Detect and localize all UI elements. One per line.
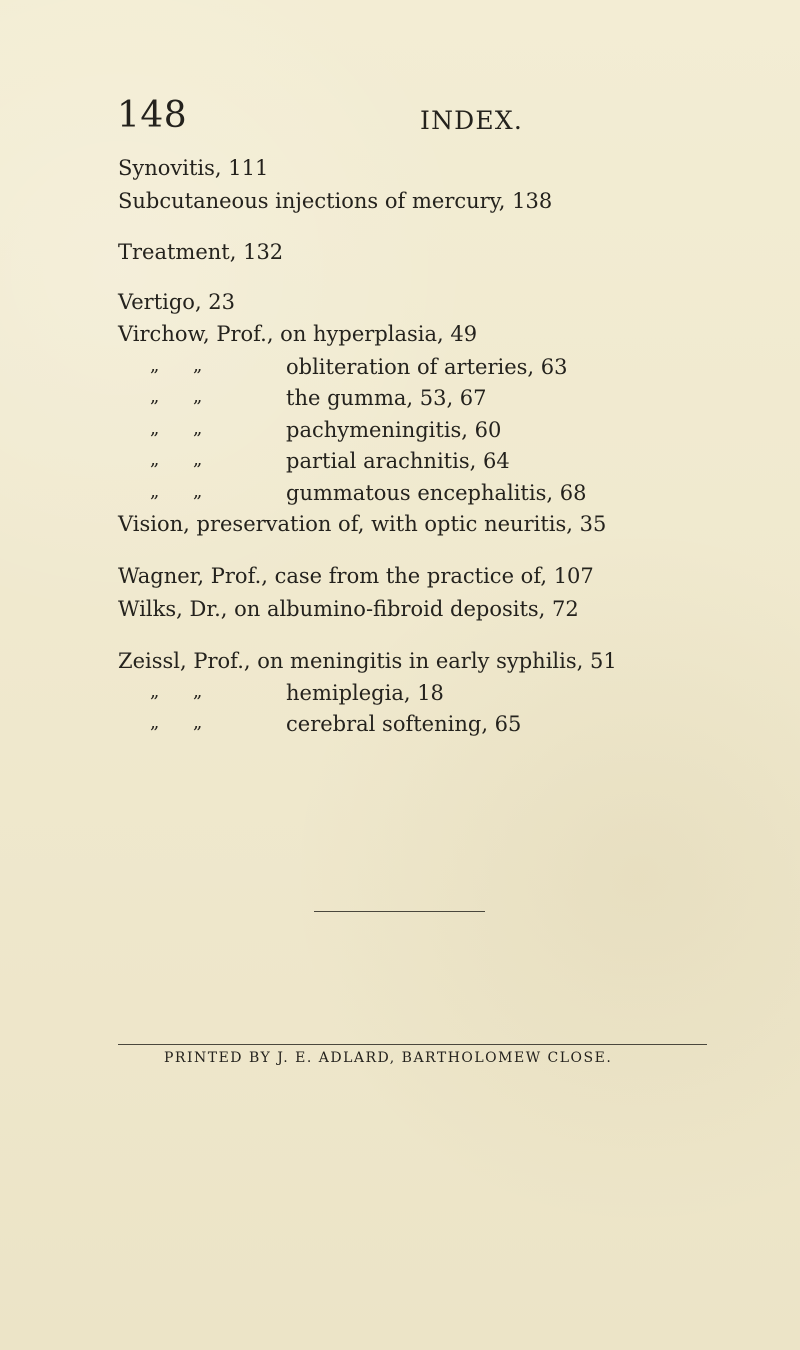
- printer-imprint: PRINTED BY J. E. ADLARD, BARTHOLOMEW CLOSE.: [164, 1050, 613, 1066]
- ditto-mark: „: [193, 712, 203, 733]
- ditto-mark: „: [150, 449, 160, 470]
- index-title: INDEX.: [420, 106, 523, 135]
- index-entry-zeissl: Zeissl, Prof., on meningitis in early syphilis, 51: [118, 649, 617, 673]
- ditto-mark: „: [150, 386, 160, 407]
- page-number: 148: [117, 95, 188, 136]
- subentry-text: gummatous encephalitis, 68: [286, 481, 587, 505]
- ditto-mark: „: [150, 481, 160, 502]
- index-entry-synovitis: Synovitis, 111: [118, 156, 269, 180]
- subentry-text: cerebral softening, 65: [286, 712, 522, 736]
- index-entry-vertigo: Vertigo, 23: [118, 290, 236, 314]
- section-rule: [314, 911, 485, 912]
- ditto-mark: „: [193, 681, 203, 702]
- page-header: [117, 95, 523, 138]
- ditto-mark: „: [150, 681, 160, 702]
- ditto-mark: „: [150, 355, 160, 376]
- ditto-mark: „: [150, 418, 160, 439]
- ditto-mark: „: [193, 386, 203, 407]
- ditto-mark: „: [193, 481, 203, 502]
- ditto-mark: „: [193, 418, 203, 439]
- ditto-mark: „: [193, 355, 203, 376]
- subentry-text: partial arachnitis, 64: [286, 449, 510, 473]
- subentry-text: obliteration of arteries, 63: [286, 355, 568, 379]
- index-entry-wagner: Wagner, Prof., case from the practice of, 107: [118, 564, 594, 588]
- index-entry-virchow: Virchow, Prof., on hyperplasia, 49: [118, 322, 478, 346]
- index-entry-wilks: Wilks, Dr., on albumino-fibroid deposits, 72: [118, 597, 579, 621]
- index-entry-vision: Vision, preservation of, with optic neuritis, 35: [118, 512, 607, 536]
- subentry-text: the gumma, 53, 67: [286, 386, 487, 410]
- footer-rule: [118, 1044, 707, 1045]
- index-entry-treatment: Treatment, 132: [118, 240, 284, 264]
- index-entry-subcutaneous: Subcutaneous injections of mercury, 138: [118, 189, 553, 213]
- subentry-text: pachymeningitis, 60: [286, 418, 502, 442]
- ditto-mark: „: [193, 449, 203, 470]
- subentry-text: hemiplegia, 18: [286, 681, 444, 705]
- ditto-mark: „: [150, 712, 160, 733]
